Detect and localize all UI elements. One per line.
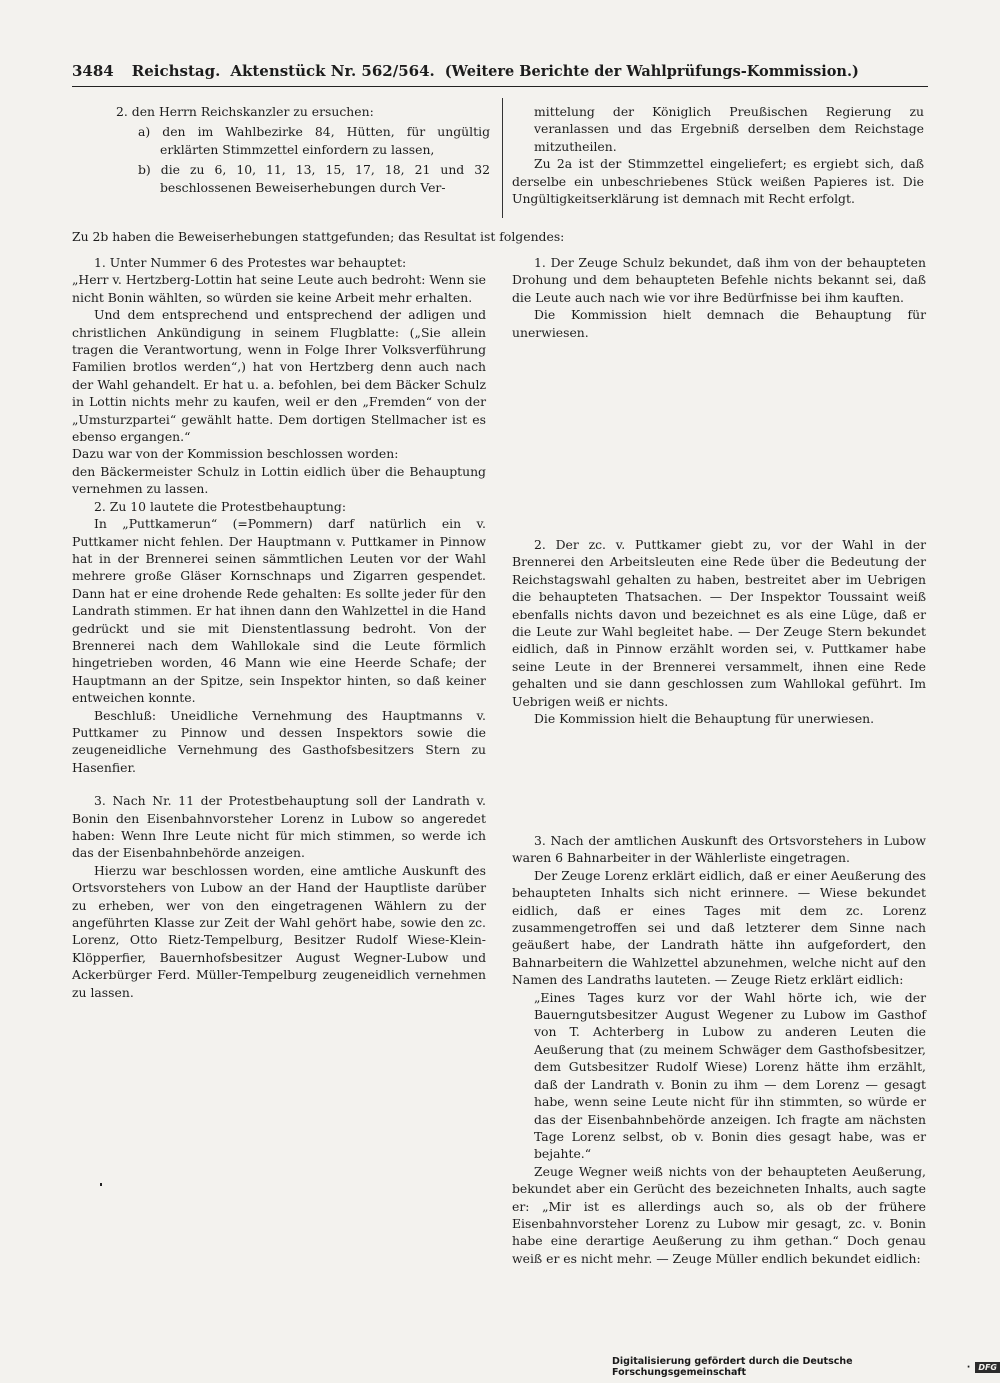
- full-width-line: Zu 2b haben die Beweiserhebungen stattgefunden; das Resultat ist folgendes:: [72, 229, 565, 244]
- paragraph: 1. Unter Nummer 6 des Protestes war behauptet:: [94, 255, 407, 270]
- top-right-block: [512, 103, 924, 207]
- paragraph: 3. Nach Nr. 11 der Protestbehauptung soll der Landrath v. Bonin den Eisenbahnvorsteher Lorenz in Lubow so angeredet haben: Wenn Ihre Leute nicht für mich stimmen, so werde ich das der Eisenbahnbehörde anzeigen.: [72, 793, 486, 861]
- ink-speck: [100, 1183, 102, 1186]
- paragraph: 1. Der Zeuge Schulz bekundet, daß ihm von der behaupteten Drohung und dem behaupteten Befehle nichts bekannt sei, daß die Leute auch nach wie vor ihre Bedürfnisse bei ihm kauften.: [512, 255, 926, 305]
- paragraph: Zu 2a ist der Stimmzettel eingeliefert; es ergiebt sich, daß derselbe ein unbeschriebenes Stück weißen Papieres ist. Die Ungültigkeitserklärung ist demnach mit Recht erfolgt.: [512, 156, 924, 207]
- paragraph: Beschluß: Uneidliche Vernehmung des Hauptmanns v. Puttkamer zu Pinnow und dessen Inspektors sowie die zeugeneidliche Vernehmung des Gasthofsbesitzers Stern zu Hasenfier.: [72, 707, 486, 775]
- footer: [612, 1356, 1000, 1378]
- right-column-2: [512, 536, 926, 727]
- paragraph: mittelung der Königlich Preußischen Regierung zu veranlassen und das Ergebniß derselben dem Reichstage mitzutheilen.: [534, 104, 924, 154]
- paragraph: Der Zeuge Lorenz erklärt eidlich, daß er einer Aeußerung des behaupteten Inhalts sich nicht erinnere. — Wiese bekundet eidlich, daß er eines Tages mit dem zc. Lorenz zusammengetroffen sei und daß letzterer dem Sinne nach geäußert habe, der Landrath hätte ihn aufgefordert, den Bahnarbeitern die Wahlzettel abzunehmen, welche nicht auf den Namen des Landraths lauteten. — Zeuge Rietz erklärt eidlich:: [512, 867, 926, 988]
- quotation: „Eines Tages kurz vor der Wahl hörte ich, wie der Bauerngutsbesitzer August Wegener zu Lubow im Gasthof von T. Achterberg in Lubow zu anderen Leuten die Aeußerung that (zu meinem Schwäger dem Gasthofsbesitzer, dem Gutsbesitzer Rudolf Wiese) Lorenz hätte ihm erzählt, daß der Landrath v. Bonin zu ihm — dem Lorenz — gesagt habe, wenn seine Leute nicht für ihn stimmten, so würde er das der Eisenbahnbehörde anzeigen. Ich fragte am nächsten Tage Lorenz selbst, ob v. Bonin dies gesagt habe, was er bejahte.“: [534, 989, 926, 1162]
- paragraph: 3. Nach der amtlichen Auskunft des Ortsvorstehers in Lubow waren 6 Bahnarbeiter in der Wählerliste eingetragen.: [512, 833, 926, 866]
- dot-separator: ·: [966, 1361, 971, 1373]
- left-column: [72, 254, 486, 1001]
- dfg-logo: DFG: [975, 1362, 1000, 1373]
- paragraph: Und dem entsprechend und entsprechend der adligen und christlichen Ankündigung in seinem Flugblatte: („Sie allein tragen die Verantwortung, wenn in Folge Ihrer Volksverführung Familien brotlos werden“,) hat von Hertzberg denn auch nach der Wahl gehandelt. Er hat u. a. befohlen, bei dem Bäcker Schulz in Lottin nichts mehr zu kaufen, weil er den „Fremden“ von der „Umsturzpartei“ gewählt hatte. Dem dortigen Stellmacher ist es ebenso ergangen.“: [72, 307, 486, 445]
- paragraph: Dazu war von der Kommission beschlossen worden:: [72, 446, 399, 462]
- header-subtitle: (Weitere Berichte der Wahlprüfungs-Kommission.): [444, 63, 859, 80]
- paragraph: Hierzu war beschlossen worden, eine amtliche Auskunft des Ortsvorstehers von Lubow an der Hand der Hauptliste darüber zu erheben, wer von den eingetragenen Wählern zu der angeführten Klasse zur Zeit der Wahl gehört habe, sowie den zc. Lorenz, Otto Rietz-Tempelburg, Besitzer Rudolf Wiese-Klein-Klöpperfier, Bauernhofsbesitzer August Wegner-Lubow und Ackerbürger Ferd. Müller-Tempelburg zeugeneidlich vernehmen zu lassen.: [72, 862, 486, 1000]
- header-title: Reichstag.: [131, 62, 221, 80]
- paragraph: In „Puttkamerun“ (=Pommern) darf natürlich ein v. Puttkamer nicht fehlen. Der Hauptmann v. Puttkamer in Pinnow hat in der Brennerei seinen sämmtlichen Leuten vor der Wahl mehrere große Gläser Kornschnaps und Zigarren gespendet. Dann hat er eine drohende Rede gehalten: Es sollte jeder für den Landrath stimmen. Er hat ihnen dann den Wahlzettel in die Hand gedrückt und sie mit Dienstentlassung bedroht. Von der Brennerei nach dem Wahllokale sind die Leute förmlich hingetrieben worden, 46 Mann wie eine Heerde Schafe; der Hauptmann an der Spitze, sein Inspektor hinten, so daß keiner entweichen konnte.: [72, 516, 486, 706]
- footer-text: Digitalisierung gefördert durch die Deutsche Forschungsgemeinschaft: [612, 1356, 853, 1378]
- paragraph: 2. Der zc. v. Puttkamer giebt zu, vor der Wahl in der Brennerei den Arbeitsleuten eine Rede über die Bedeutung der Reichstagswahl gehalten zu haben, bestreitet aber im Uebrigen die behaupteten Thatsachen. — Der Inspektor Toussaint weiß ebenfalls nichts davon und bezeichnet es als eine Lüge, daß er die Leute zur Wahl begleitet habe. — Der Zeuge Stern bekundet eidlich, daß in Pinnow erzählt worden sei, v. Puttkamer habe seine Leute in der Brennerei versammelt, ihnen eine Rede gehalten und sie dann geschlossen zum Wahllokal geführt. Im Uebrigen weiß er nichts.: [512, 537, 926, 709]
- paragraph: Die Kommission hielt demnach die Behauptung für unerwiesen.: [512, 307, 926, 340]
- paragraph: b) die zu 6, 10, 11, 13, 15, 17, 18, 21 und 32 beschlossenen Beweiserhebungen durch Ver-: [138, 162, 490, 195]
- paragraph: 2. Zu 10 lautete die Protestbehauptung:: [94, 498, 347, 514]
- top-left-block: [116, 103, 490, 196]
- paragraph: „Herr v. Hertzberg-Lottin hat seine Leute auch bedroht: Wenn sie nicht Bonin wählten, so würden sie keine Arbeit mehr erhalten.: [72, 272, 486, 305]
- paragraph: 2. den Herrn Reichskanzler zu ersuchen:: [116, 104, 374, 119]
- header-document: Aktenstück Nr. 562/564.: [230, 62, 435, 80]
- right-column-1: [512, 254, 926, 341]
- right-column-3: [512, 832, 926, 1267]
- paragraph: Zeuge Wegner weiß nichts von der behaupteten Aeußerung, bekundet aber ein Gerücht des bezeichneten Inhalts, auch sagte er: „Mir ist es allerdings auch so, als ob der frühere Eisenbahnvorsteher Lorenz zu Lubow mir gesagt, zc. v. Bonin habe eine derartige Aeußerung zu ihm gethan.“ Doch genau weiß er es nicht mehr. — Zeuge Müller endlich bekundet eidlich:: [512, 1163, 926, 1266]
- paragraph: Die Kommission hielt die Behauptung für unerwiesen.: [534, 711, 875, 727]
- page-header: [72, 62, 928, 87]
- page-number: 3484: [72, 62, 114, 80]
- column-divider: [502, 98, 503, 218]
- paragraph: den Bäckermeister Schulz in Lottin eidlich über die Behauptung vernehmen zu lassen.: [72, 463, 486, 497]
- paragraph: a) den im Wahlbezirke 84, Hütten, für ungültig erklärten Stimmzettel einfordern zu lassen,: [138, 124, 490, 157]
